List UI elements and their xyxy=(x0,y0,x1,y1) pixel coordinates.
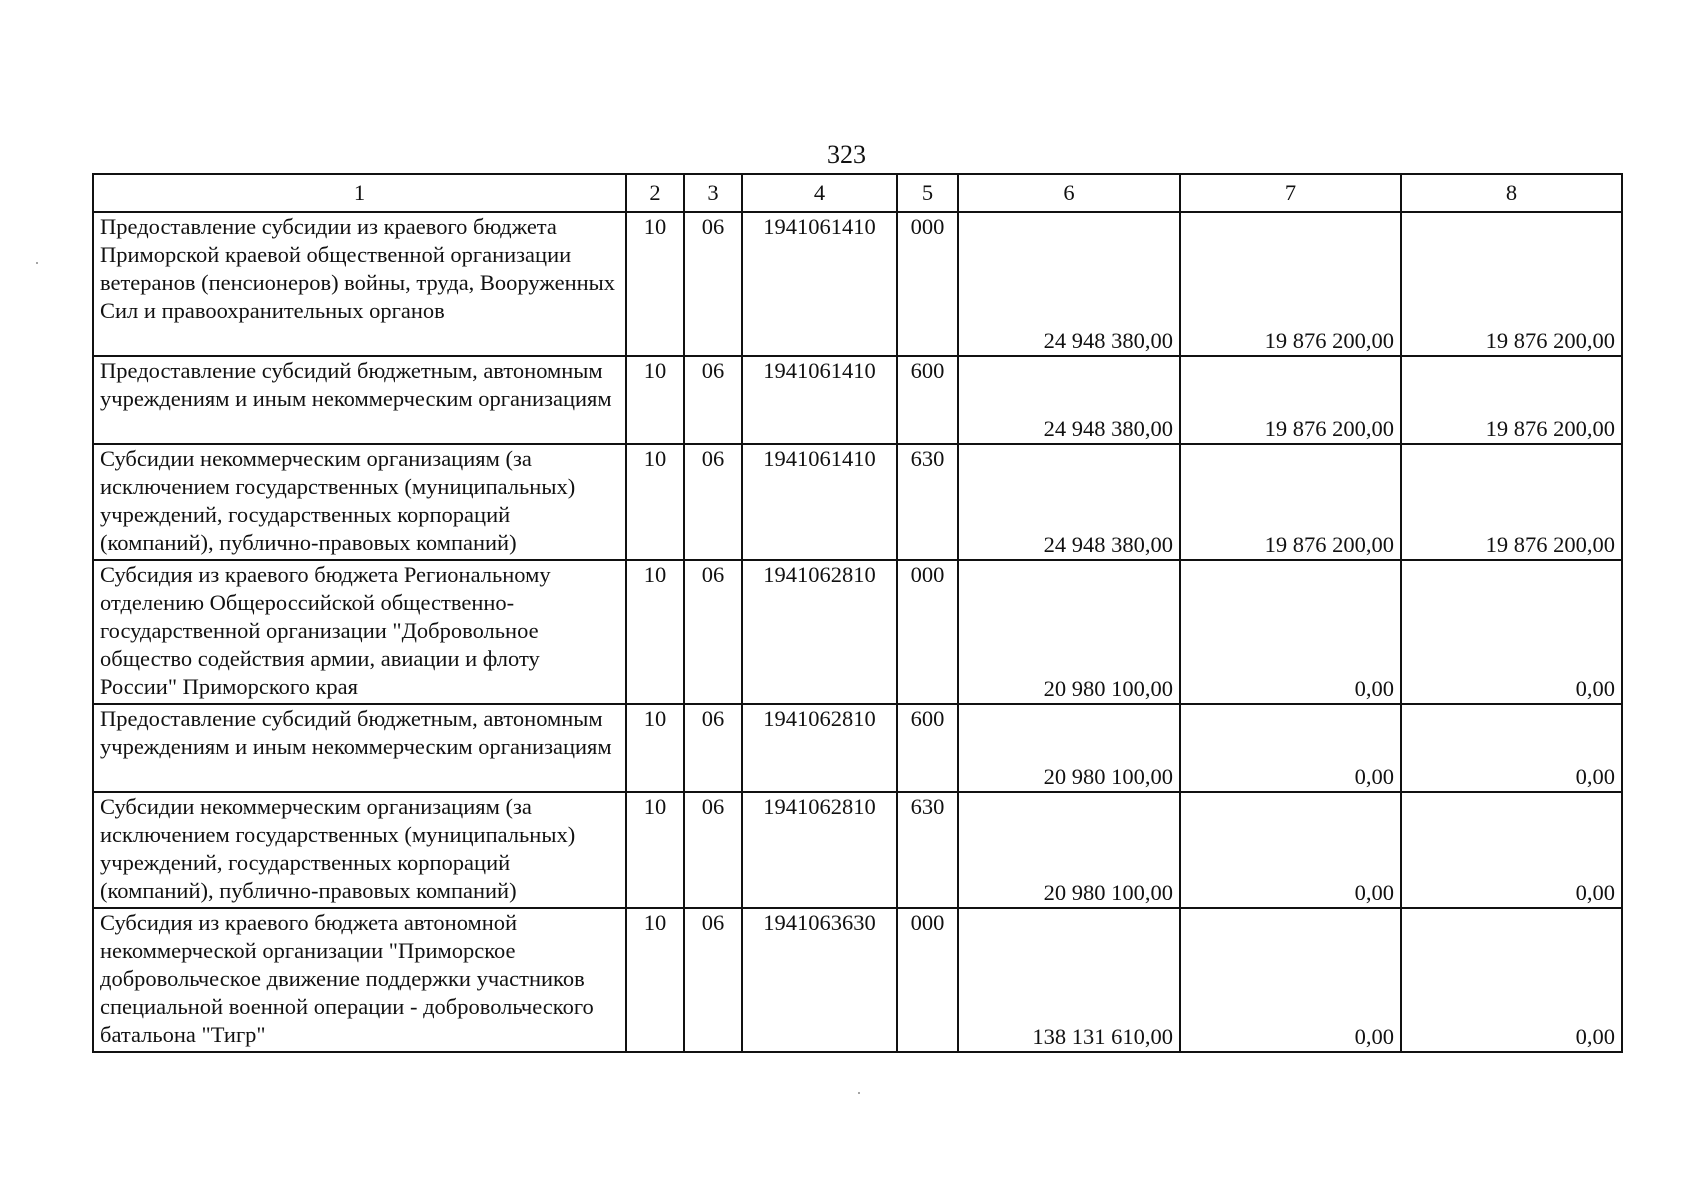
target-article-code: 1941062810 xyxy=(742,704,897,792)
row-description: Субсидия из краевого бюджета автономной некоммерческой организации "Приморское добровольческое движение поддержки участников специальной военной операции - добровольческого батальона "Тигр" xyxy=(93,908,626,1052)
row-description: Субсидии некоммерческим организациям (за исключением государственных (муниципальных) учреждений, государственных корпораций (компаний), публично-правовых компаний) xyxy=(93,444,626,560)
expense-type-code: 600 xyxy=(897,704,958,792)
column-header: 1 xyxy=(93,174,626,212)
row-description: Субсидии некоммерческим организациям (за исключением государственных (муниципальных) учреждений, государственных корпораций (компаний), публично-правовых компаний) xyxy=(93,792,626,908)
table-row xyxy=(93,908,1622,1052)
amount-col-8: 0,00 xyxy=(1401,704,1622,792)
amount-col-7: 0,00 xyxy=(1180,908,1401,1052)
amount-col-7: 0,00 xyxy=(1180,792,1401,908)
subsection-code: 06 xyxy=(684,792,742,908)
amount-col-8: 19 876 200,00 xyxy=(1401,212,1622,356)
table-row xyxy=(93,560,1622,704)
table-row xyxy=(93,444,1622,560)
table-row xyxy=(93,792,1622,908)
subsection-code: 06 xyxy=(684,356,742,444)
section-code: 10 xyxy=(626,792,684,908)
subsection-code: 06 xyxy=(684,908,742,1052)
target-article-code: 1941061410 xyxy=(742,356,897,444)
scan-speck xyxy=(858,1092,860,1094)
column-header: 2 xyxy=(626,174,684,212)
target-article-code: 1941062810 xyxy=(742,792,897,908)
section-code: 10 xyxy=(626,212,684,356)
amount-col-8: 0,00 xyxy=(1401,560,1622,704)
amount-col-6: 20 980 100,00 xyxy=(958,792,1180,908)
amount-col-7: 19 876 200,00 xyxy=(1180,356,1401,444)
amount-col-6: 24 948 380,00 xyxy=(958,356,1180,444)
budget-table xyxy=(92,173,1623,1053)
scan-speck xyxy=(36,262,38,264)
column-header: 4 xyxy=(742,174,897,212)
expense-type-code: 600 xyxy=(897,356,958,444)
expense-type-code: 630 xyxy=(897,444,958,560)
amount-col-6: 24 948 380,00 xyxy=(958,212,1180,356)
target-article-code: 1941061410 xyxy=(742,212,897,356)
amount-col-6: 138 131 610,00 xyxy=(958,908,1180,1052)
amount-col-6: 20 980 100,00 xyxy=(958,560,1180,704)
amount-col-7: 0,00 xyxy=(1180,560,1401,704)
section-code: 10 xyxy=(626,444,684,560)
target-article-code: 1941061410 xyxy=(742,444,897,560)
amount-col-8: 19 876 200,00 xyxy=(1401,444,1622,560)
expense-type-code: 630 xyxy=(897,792,958,908)
page-number: 323 xyxy=(827,140,866,169)
expense-type-code: 000 xyxy=(897,212,958,356)
row-description: Предоставление субсидии из краевого бюджета Приморской краевой общественной организации ветеранов (пенсионеров) войны, труда, Вооруженных Сил и правоохранительных органов xyxy=(93,212,626,356)
row-description: Предоставление субсидий бюджетным, автономным учреждениям и иным некоммерческим организациям xyxy=(93,356,626,444)
subsection-code: 06 xyxy=(684,212,742,356)
amount-col-7: 19 876 200,00 xyxy=(1180,444,1401,560)
subsection-code: 06 xyxy=(684,444,742,560)
amount-col-7: 19 876 200,00 xyxy=(1180,212,1401,356)
target-article-code: 1941063630 xyxy=(742,908,897,1052)
amount-col-7: 0,00 xyxy=(1180,704,1401,792)
subsection-code: 06 xyxy=(684,560,742,704)
amount-col-8: 0,00 xyxy=(1401,908,1622,1052)
column-header: 8 xyxy=(1401,174,1622,212)
header-row xyxy=(93,174,1622,212)
amount-col-6: 20 980 100,00 xyxy=(958,704,1180,792)
section-code: 10 xyxy=(626,356,684,444)
section-code: 10 xyxy=(626,560,684,704)
subsection-code: 06 xyxy=(684,704,742,792)
table-row xyxy=(93,356,1622,444)
amount-col-8: 0,00 xyxy=(1401,792,1622,908)
column-header: 3 xyxy=(684,174,742,212)
expense-type-code: 000 xyxy=(897,908,958,1052)
column-header: 7 xyxy=(1180,174,1401,212)
column-header: 5 xyxy=(897,174,958,212)
section-code: 10 xyxy=(626,704,684,792)
table-row xyxy=(93,704,1622,792)
target-article-code: 1941062810 xyxy=(742,560,897,704)
amount-col-8: 19 876 200,00 xyxy=(1401,356,1622,444)
row-description: Субсидия из краевого бюджета Региональному отделению Общероссийской общественно-государственной организации "Добровольное общество содействия армии, авиации и флоту России" Приморского края xyxy=(93,560,626,704)
section-code: 10 xyxy=(626,908,684,1052)
column-header: 6 xyxy=(958,174,1180,212)
expense-type-code: 000 xyxy=(897,560,958,704)
amount-col-6: 24 948 380,00 xyxy=(958,444,1180,560)
row-description: Предоставление субсидий бюджетным, автономным учреждениям и иным некоммерческим организациям xyxy=(93,704,626,792)
table-row xyxy=(93,212,1622,356)
